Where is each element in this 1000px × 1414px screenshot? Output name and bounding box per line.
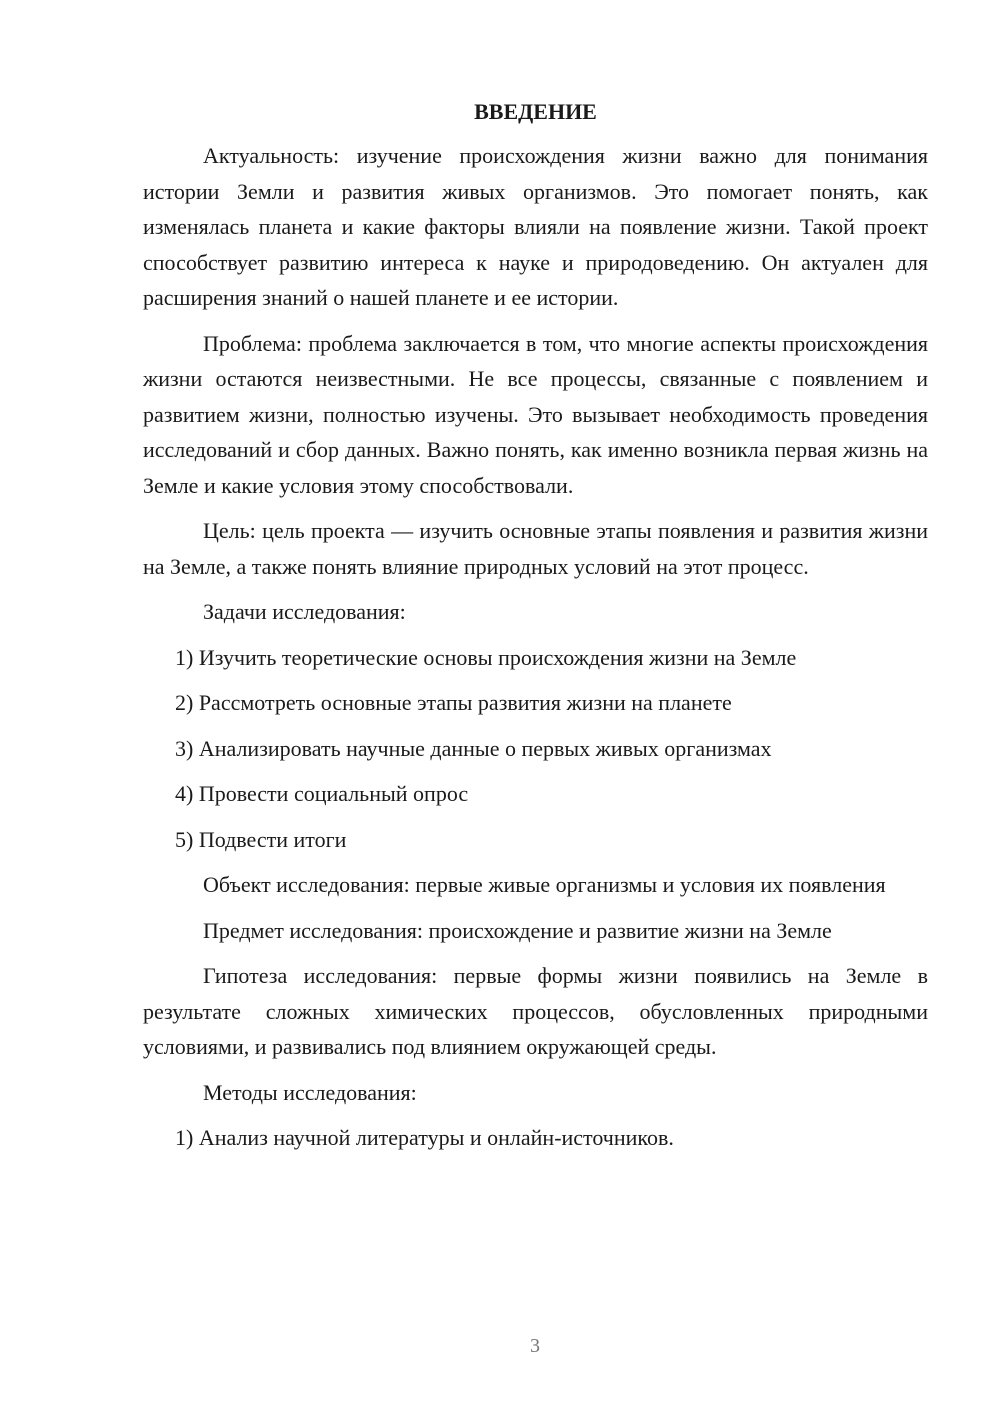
methods-title: Методы исследования: — [203, 1079, 417, 1105]
paragraph-object: Объект исследования: первые живые организмы и условия их появления — [203, 872, 886, 897]
paragraph-hypothesis: Гипотеза исследования: первые формы жизни появились на Земле в результате сложных химических процессов, обусловленных природными условиями, и развивались под влиянием окружающей среды. — [143, 963, 928, 1059]
page-number: 3 — [530, 1335, 540, 1357]
list-item: 1) Изучить теоретические основы происхождения жизни на Земле — [175, 644, 797, 670]
list-item: 3) Анализировать научные данные о первых живых организмах — [175, 735, 772, 761]
tasks-list — [143, 640, 928, 858]
paragraph-relevance: Актуальность: изучение происхождения жизни важно для понимания истории Земли и развития живых организмов. Это помогает понять, как изменялась планета и какие факторы влияли на появление жизни. Такой проект способствует развитию интереса к науке и природоведению. Он актуален для расширения знаний о нашей планете и ее истории. — [143, 143, 928, 310]
paragraph-subject: Предмет исследования: происхождение и развитие жизни на Земле — [203, 917, 832, 943]
tasks-title: Задачи исследования: — [203, 599, 406, 624]
paragraph-goal: Цель: цель проекта — изучить основные этапы появления и развития жизни на Земле, а также понять влияние природных условий на этот процесс. — [143, 518, 928, 579]
list-item: 1) Анализ научной литературы и онлайн-источников. — [175, 1125, 674, 1150]
paragraph-problem: Проблема: проблема заключается в том, что многие аспекты происхождения жизни остаются неизвестными. Не все процессы, связанные с появлением и развитием жизни, полностью изучены. Это вызывает необходимость проведения исследований и сбор данных. Важно понять, как именно возникла первая жизнь на Земле и какие условия этому способствовали. — [143, 330, 928, 498]
list-item: 4) Провести социальный опрос — [175, 781, 469, 806]
section-heading: ВВЕДЕНИЕ — [474, 99, 597, 124]
list-item: 2) Рассмотреть основные этапы развития жизни на планете — [175, 690, 732, 715]
document-page — [143, 96, 928, 1166]
methods-list — [143, 1120, 928, 1156]
list-item: 5) Подвести итоги — [175, 826, 347, 852]
